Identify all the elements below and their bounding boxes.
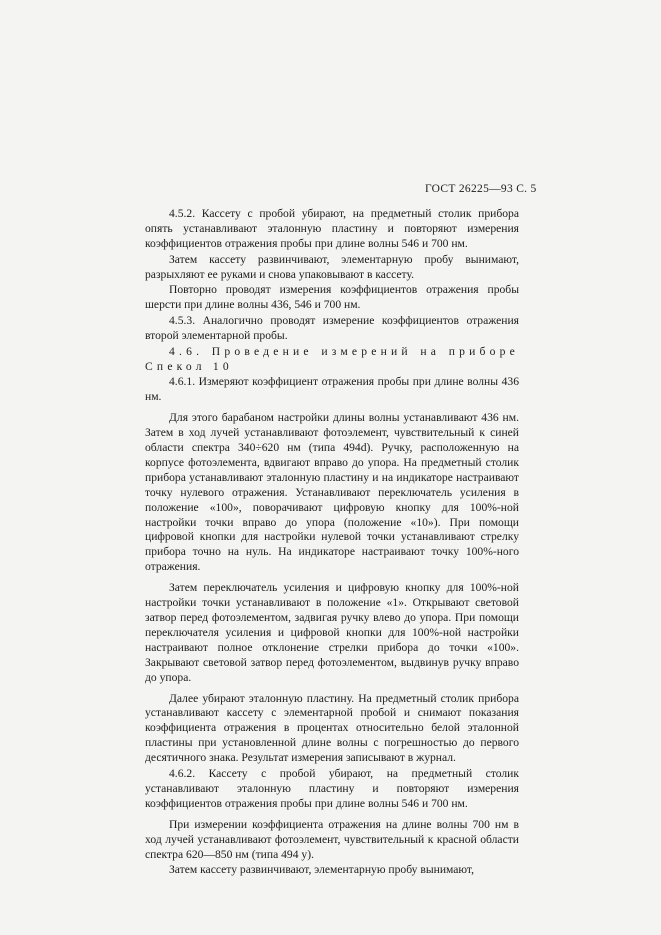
body-text bbox=[145, 207, 519, 879]
running-header: ГОСТ 26225—93 С. 5 bbox=[425, 183, 537, 195]
paragraph: Для этого барабаном настройки длины волны устанавливают 436 нм. Затем в ход лучей устанавливают фотоэлемент, чувствительный к синей области спектра 340÷620 нм (типа 494d). Ручку, расположенную на корпусе фотоэлемента, вдвигают вправо до упора. На предметный столик прибора устанавливают эталонную пластину и на индикаторе настраивают точку нулевого отражения. Устанавливают переключатель усиления в положение «100», поворачивают цифровую кнопку для 100%-ной настройки точки вправо до упора (положение «10»). При помощи цифровой кнопки для настройки нулевой точки устанавливают стрелку прибора точно на нуль. На индикаторе настраивают точку 100%-ного отражения. bbox=[145, 411, 519, 574]
paragraph-4-5-2: 4.5.2. Кассету с пробой убирают, на предметный столик прибора опять устанавливают эталонную пластину и повторяют измерения коэффициентов отражения пробы при длине волны 546 и 700 нм. bbox=[145, 207, 519, 250]
paragraph: При измерении коэффициента отражения на длине волны 700 нм в ход лучей устанавливают фотоэлемент, чувствительный к красной области спектра 620—850 нм (типа 494 у). bbox=[145, 817, 519, 861]
paragraph: Затем кассету развинчивают, элементарную пробу вынимают, bbox=[169, 863, 475, 877]
paragraph: Повторно проводят измерения коэффициентов отражения пробы шерсти при длине волны 436, 546 и 700 нм. bbox=[145, 283, 519, 312]
section-heading-4-6: 4.6. Проведение измерений на приборе Спекол 10 bbox=[145, 344, 519, 373]
paragraph: Затем переключатель усиления и цифровую кнопку для 100%-ной настройки точки устанавливают в положение «1». Открывают световой затвор перед фотоэлементом, задвигая ручку влево до упора. При помощи переключателя усиления и цифровой кнопки для 100%-ной настройки настраивают полное отклонение стрелки прибора до точки «100». Закрывают световой затвор перед фотоэлементом, выдвинув ручку вправо до упора. bbox=[145, 581, 519, 684]
paragraph: Затем кассету развинчивают, элементарную пробу вынимают, разрыхляют ее руками и снова упаковывают в кассету. bbox=[145, 252, 519, 281]
paragraph-4-6-1: 4.6.1. Измеряют коэффициент отражения пробы при длине волны 436 нм. bbox=[145, 375, 519, 404]
paragraph-4-6-2: 4.6.2. Кассету с пробой убирают, на предметный столик устанавливают эталонную пластину и повторяют измерения коэффициентов отражения пробы при длине волны 546 и 700 нм. bbox=[145, 766, 519, 810]
paragraph-4-5-3: 4.5.3. Аналогично проводят измерение коэффициентов отражения второй элементарной пробы. bbox=[145, 314, 519, 342]
paragraph: Далее убирают эталонную пластину. На предметный столик прибора устанавливают кассету с элементарной пробой и снимают показания коэффициента отражения в процентах относительно белой эталонной пластины при установленной длине волны с погрешностью до первого десятичного знака. Результат измерения записывают в журнал. bbox=[145, 691, 519, 765]
